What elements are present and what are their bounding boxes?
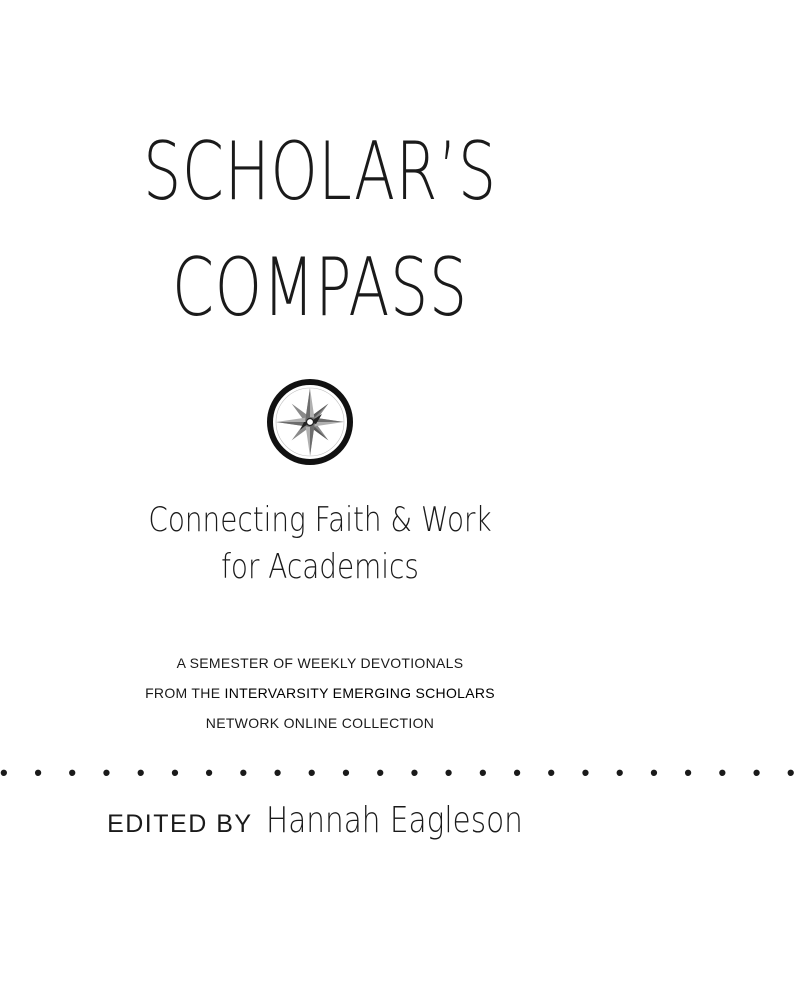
editor-name: Hannah Eagleson [265,800,523,841]
compass-rose-icon [266,378,354,466]
subtitle-line-1: Connecting Faith & Work [148,500,492,540]
dotted-separator: • • • • • • • • • • • • • • • • • • • • • • • • [0,760,805,785]
tagline-line-1: A SEMESTER OF WEEKLY DEVOTIONALS [176,655,464,671]
book-title-line-2: COMPASS [172,241,468,334]
tagline-emphasis: INTERVARSITY EMERGING SCHOLARS [224,685,495,701]
book-title-line-1: SCHOLAR’S [143,125,497,218]
tagline-line-2 [0,678,640,708]
subtitle-line-2: for Academics [221,547,419,587]
editor-credit [0,800,640,841]
tagline-prefix: FROM THE [145,685,225,701]
tagline-line-3: NETWORK ONLINE COLLECTION [205,715,435,731]
editor-label: EDITED BY [107,810,253,838]
